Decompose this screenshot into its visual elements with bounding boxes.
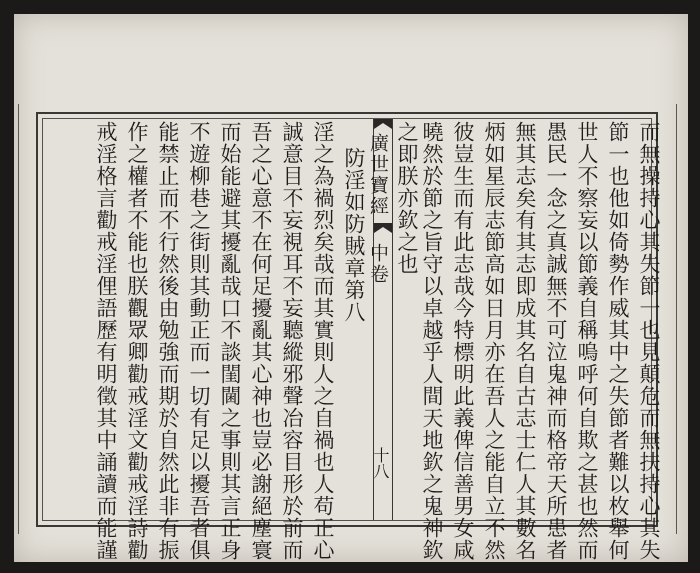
- text-column: 之即朕亦欽之也: [395, 121, 419, 275]
- text-column: 淫之為禍烈矣哉而其實則人之自禍也人苟正心: [311, 121, 335, 561]
- center-fold: [367, 119, 393, 520]
- text-column: 無其志矣有其志即成其名自古志士仁人其數名: [513, 121, 537, 561]
- book-page: [14, 14, 688, 562]
- text-column: 節一也他如倚勢作威其中之失節者難以枚舉何: [606, 121, 630, 561]
- fish-tail-mark-mid: [374, 223, 392, 233]
- text-column: 炳如星辰志節高如日月亦在吾人之能自立不然: [482, 121, 506, 561]
- text-column: 世人不察妄以節義自稱嗚呼何自欺之甚也然而: [575, 121, 599, 561]
- text-column: 吾之心意不在何足擾亂其心神也豈必謝絕塵寰: [249, 121, 273, 561]
- running-title: 廣世寶經: [367, 133, 389, 217]
- text-column: 戒淫格言勸戒淫俚語歷有明徵其中誦讀而能謹: [94, 121, 118, 561]
- text-column: 誠意目不妄視耳不妄聽縱邪聲冶容目形於前而: [280, 121, 304, 561]
- text-column: 作之權者不能也朕觀眾卿勸戒淫文勸戒淫詩勸: [125, 121, 149, 561]
- text-column: 愚民一念之真誠無不可泣鬼神而格帝天所患者: [544, 121, 568, 561]
- fish-tail-mark-top: [374, 119, 392, 129]
- text-frame-inner: [42, 118, 661, 561]
- chapter-title: 防淫如防賊章第八: [342, 147, 366, 323]
- left-binding-edge: [18, 104, 25, 534]
- juan-label: 中卷: [367, 243, 389, 285]
- text-frame: [36, 112, 661, 561]
- right-binding-edge: [676, 104, 683, 534]
- text-column: 而無操持心其失節一也見顛危而無扶持心其失: [637, 121, 661, 561]
- text-column: 彼豈生而有此志哉今特標明此義俾信善男女咸: [451, 121, 475, 561]
- page-number: 十八: [371, 447, 390, 479]
- text-column: 能禁止而不行然後由勉強而期於自然此非有振: [156, 121, 180, 561]
- text-column: 而始能避其擾亂哉口不談閨閫之事則其言正身: [218, 121, 242, 561]
- text-column: 不遊柳巷之街則其動正而一切有足以擾吾者俱: [187, 121, 211, 561]
- text-column: 曉然於節之旨守以卓越乎人間天地欽之鬼神欽: [420, 121, 444, 561]
